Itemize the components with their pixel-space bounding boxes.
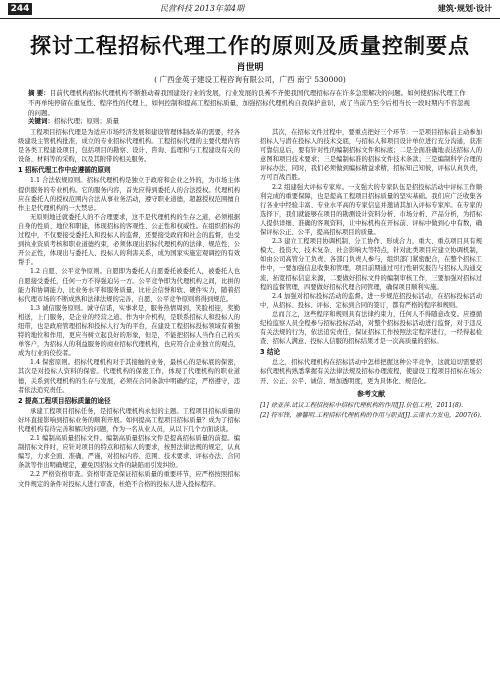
body-paragraph: 总而言之，这些程序和规则具有法律约束力，任何人不得随意改变。应遵循纪检监察人员全程参与招标投标活动，对整个招标投标活动进行监督，对于违反有关法规的行为，依法追究责任，保证招标工作按照法定程序进行，一经得起检查、招标人满意、投标人信服的招标结果才是一次高质量的招标。 [260, 310, 482, 346]
references-heading: 参考文献 [357, 389, 385, 398]
page-number: 244 [8, 3, 32, 15]
abstract [28, 88, 472, 118]
body-paragraph: 总之，招标代理机构在招标活动中怎样把握这种公平竞争，这就迫切需要招标代理机构熟悉掌握有关法律法规及招标办理流程，使建设工程项目招标在场公开、公正、公平、诚信、增加透明度，更为具体化、规范化。 [260, 359, 482, 385]
abstract-text: 目前代理机构招标代理机构不断推动着我国建设行业的发展，行业发展的良莠不齐使我国代理招标存在许多急需解决的问题。如何使招标代理工作不再单纯停留在重复性、程序性的代理上，如何控制和提高工程招标质量，加强招标代理机构自我保护意识，成了当前乃至今后相当长一段时期内不容忽视的问题。 [28, 89, 470, 117]
section-heading: 3 结论 [260, 348, 281, 357]
body-paragraph: 1.1 合法依规原则。招标代理机构是独立于政府和企业之外的，为市场主体提供服务的专业机构。它的服务内容，首先应得到委托人的合法授权。代理机构应在委托人的授权范围内合法从事业务活动，遵守职业道德，超越授权范围擅自作主是代理机构的一大禁忌。 [18, 177, 240, 212]
body-paragraph: 1.2 自愿、公平竞争原则。自愿即为委托人自愿委托被委托人，被委托人也自愿接受委托，任何一方不得强迫另一方。公平竞争即为代理机构之间，比拼的能力和协调能力，比业务水平和服务质量，比社会信誉和软、硬件实力，随着招标代理市场的不断成熟和法律法规的完善，自愿、公平竞争原则将得到规范。 [18, 268, 240, 303]
author-affiliation: ( 广西金英子建设工程咨询有限公司，广西 南宁 530000) [154, 75, 346, 84]
section-heading: 2 提高工程项目招标质量的途径 [18, 396, 111, 405]
abstract-label: 摘 要： [28, 89, 50, 97]
right-column [260, 128, 482, 678]
body-paragraph: 2.4 加强对招标投标活动的监督。进一步规范招投标活动，在招标投标活动中，从招标、投标、评标、定标到合同的签订，都有严格的程序和规则。 [260, 292, 482, 309]
reference-item: [1] 徐亚萍.试议工程招投标中招标代理机构的作用[J].价值工程，2011(8). [260, 401, 464, 409]
body-paragraph: 无原则地迁就委托人的不合理要求，这不是代理机构的生存之道，必须根据自身的性质、地位和职能，体现招标的客观性、公正性和权威性。在组织招标的过程中，不仅要接受委托人和投标人的监督，还要接受政府和社会的监督，也受到执业资质考核和职业道德约束，必须体现出招标代理机构的法律、规范性、公开公正性，体现出与委托人、投标人的利害关系，成为国家实施宏观调控的有效帮手。 [18, 213, 240, 267]
references-list [260, 401, 482, 420]
body-paragraph: 2.1 编制高质量招标文件。编制高质量招标文件是提高招标质量的前提。编制招标文件时，应针对项目的特点和招标人的要求，按照法律法规的规定，认真编写，力求全面、准确、严谨，对招标内容、范围、技术要求、评标办法、合同条款等作出明确规定，避免因招标文件的缺陷而引发纠纷。 [18, 435, 240, 470]
body-paragraph: 1.4 保密原则。招标代理机构对于其接触的业务，最核心的是标底的保密，其次是对投标人资料的保密。代理机构的保密工作，体现了代理机构的职业道德，关系到代理机构的生存与发展，必须在合同条款中明确约定，严格遵守，违者依法追究责任。 [18, 359, 240, 394]
keywords-label: 关键词： [28, 117, 54, 125]
keywords [28, 116, 472, 126]
body-paragraph: 2.2 组建强大评标专家库。一支强大的专家队伍是招投标活动中评标工作顺利完成的重要保障，也是提高工程项目招标质量的坚实基础。我们应广泛收集各行各业中经验丰富、专业水平高的专家信息并邀请其加入评标专家库。在专家的选择下，我们就能够在项目的勘测设计资料分析、市场分析、产品分析，为招标人提供详细、准确的客观资料，让中标机构在开标前、评标中做到心中有数，确保评标公正、公平，提高招标项目的质量。 [260, 183, 482, 237]
body-paragraph: 其次，在招标文件过程中，要重点把好三个环节：一是项目招标前主动参加招标人与潜在投标人的技术交底，与招标人和项目设计单位进行充分沟通，获准可靠信息后，要有针对性的编制招标文件和标底；二是全面准确地表达招标人的意图和项目技术要求；三是编制标准的招标文件技术条款；三是编制科学合理的评标办法，同时，我们必须做到编标精益求精，招标知己知彼，评标认真负责，方可百战百胜。 [260, 129, 482, 182]
keywords-text: 招标代理；原则；质量 [54, 117, 119, 125]
section-name: 建筑·规划·设计 [437, 4, 492, 13]
body-paragraph: 1.3 诚信服务原则。诚守信诺，实事求是，服务热情周到，笑脸相迎，奖勤相送，上门服务，是企业的经营之道。作为中介机构，是联系招标人和投标人的纽带，也是政府管理招标和投标人行为的平台，在建设工程招标投标领域有着独特的地位和作用，更应当树立起良好的形象，但是，不能把招标人当作自己的买单客户，为招标人的利益服务的商业招标代理机构，也应符合企业独立的观点，成为行业的佼佼者。 [18, 304, 240, 358]
reference-item: [2] 符军锋，廖馨明.工程招标代理机构的作用与职责[J].云南水力发电，2007(6). [260, 411, 482, 419]
body-paragraph: 承建工程项目招标任务，是招标代理机构永恒的主题。工程项目招标质量的好坏直接影响到招标业务的顺利开展。如何提高工程项目招标质量？成为了招标代理机构有待完善和解决的问题，作为一名从业人员，从以下几个方面谈谈。 [18, 407, 240, 433]
right-column-body [260, 128, 482, 386]
author-name: 肖世明 [236, 63, 264, 73]
body-paragraph: 工程项目招标代理是为适应市场经济发展和建设管理体制改革的需要，经各级建设主管机构批准，成立的专业招标代理机构。工程招标代理的主要代理内容是各类工程建设项目，包括项目的勘察、设计、咨询、监理和与工程建设有关的设备、材料等的采购，以及其附带的相关服务。 [18, 129, 240, 164]
body-paragraph: 2.3 建立工程项目协调机制、分工协作、形成合力，重大、重点项目具有规模大、投资大、技术复杂、社会影响大等特点，针对此类项目应建立协调机制，如由公司高管分工负责、各部门负责人参与，组织部门紧密配合，在整个招标工作中，一要加强信息收集和管理，项目前期通过可行性研究报告与招标人沟通交流，拓宽招标信息来源，二要做好招标文件的编制审核工作，三要加强对招标过程的监督管理，四要做好招标代理合同管理，确保项目顺利实施。 [260, 238, 482, 291]
body-paragraph: 2.2 严格资格审查。资格审查是保证招标质量的重要环节，应严格按照招标文件规定的条件对投标人进行审查，杜绝不合格的投标人进入投标程序。 [18, 471, 240, 488]
section-heading: 1 招标代理工作中应遵循的原则 [18, 166, 111, 175]
left-column [18, 128, 240, 673]
article-title: 探讨工程招标代理工作的原则及质量控制要点 [30, 34, 470, 58]
journal-name: 民营科技 2013年第4期 [160, 4, 244, 13]
page-header [0, 0, 500, 19]
